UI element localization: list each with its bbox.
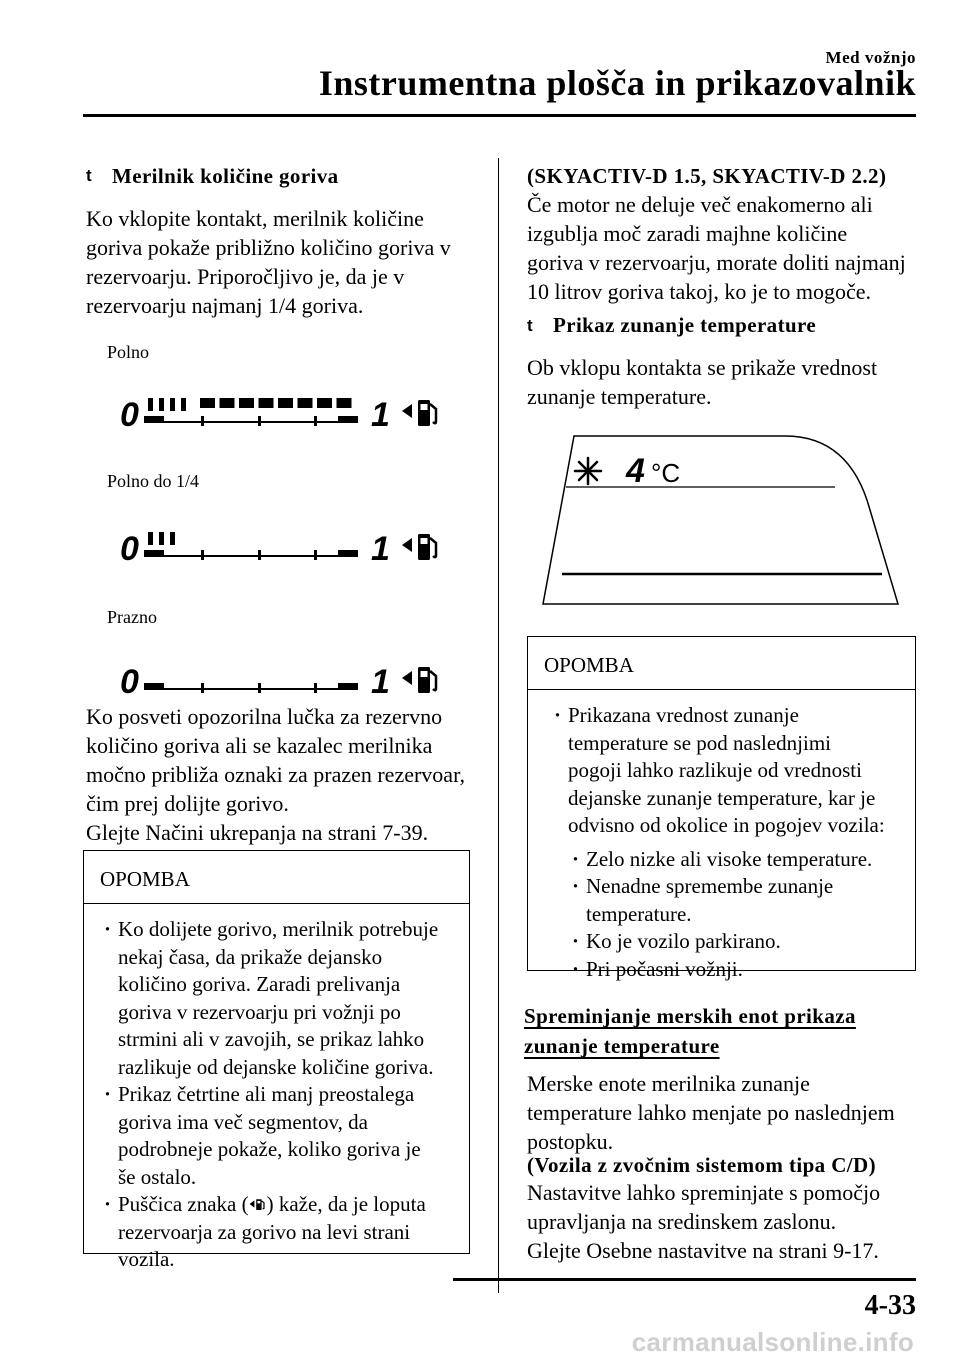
fuel-heading: Merilnik količine goriva (112, 164, 339, 188)
footer-rule (453, 1278, 916, 1281)
watermark: carmanualsonline.info (631, 1327, 914, 1357)
gauge-min-label: 0 (120, 396, 139, 434)
snowflake-icon (575, 458, 601, 484)
section-bullet: t (86, 166, 92, 185)
gauge-segment (148, 398, 153, 411)
note-item: · Puščica znaka ( ) kaže, da je loputa rezervoarja za gorivo na levi strani vozila. (114, 1191, 459, 1274)
gauge-segment (337, 398, 352, 408)
temp-intro: Ob vklopu kontakta se prikaže vrednost zunanje temperature. (527, 355, 878, 409)
column-divider (498, 158, 499, 1293)
note-title: OPOMBA (84, 851, 469, 904)
temperature-unit: °C (651, 458, 681, 488)
temperature-value: 4 (626, 452, 645, 490)
gauge-segment (170, 398, 175, 411)
gauge-segment (159, 532, 164, 545)
fuel-pump-icon (402, 534, 436, 560)
gauge-min-label: 0 (120, 530, 139, 568)
skyactiv-heading: (SKYACTIV-D 1.5, SKYACTIV-D 2.2) (527, 164, 887, 188)
skyactiv-text: Če motor ne deluje več enakomerno ali izgublja moč zaradi majhne količine goriva v rezervoarju, morate doliti najmanj 10 litrov goriva takoj, ko je to mogoče. (527, 192, 906, 304)
gauge-max-label: 1 (371, 663, 390, 701)
temperature-display-illustration (530, 430, 910, 612)
units-text: Merske enote merilnika zunanje temperature lahko menjate po naslednjem postopku. (527, 1071, 895, 1154)
temp-heading: Prikaz zunanje temperature (553, 313, 817, 337)
note-item: · Prikaz četrtine ali manj preostalega goriva ima več segmentov, da podrobneje pokaže, koliko goriva je še ostalo. (114, 1081, 459, 1191)
fuel-pump-icon (402, 400, 436, 426)
gauge-segment (220, 398, 235, 408)
gauge-tick (258, 683, 261, 693)
fuel-pump-inline-icon (249, 1195, 267, 1213)
gauge-label-quarter: Polno do 1/4 (107, 471, 200, 491)
gauge-segment (278, 398, 293, 408)
fuel-gauge-quarter (118, 522, 468, 568)
gauge-label-empty: Prazno (107, 607, 157, 627)
gauge-segment (317, 398, 332, 408)
note-subitem: · Nenadne spremembe zunanje temperature. (582, 873, 905, 928)
gauge-tick (314, 416, 317, 426)
gauge-segment (181, 398, 186, 411)
header-rule (83, 114, 916, 117)
note-item: · Prikazana vrednost zunanje temperature se pod naslednjimi pogoji lahko razlikuje od vrednosti dejanske zunanje temperature, kar je odvisno od okolice in pogojev vozila: (564, 702, 905, 840)
gauge-segment (239, 398, 254, 408)
gauge-max-label: 1 (371, 530, 390, 568)
fuel-gauge-empty (118, 655, 468, 701)
gauge-segment (259, 398, 274, 408)
cd-heading: (Vozila z zvočnim sistemom tipa C/D) (527, 1153, 876, 1177)
warning-text: Ko posveti opozorilna lučka za rezervno količino goriva ali se kazalec merilnika močno približa oznaki za prazen rezervoar, čim prej dolijte gorivo. Glejte Načini ukrepanja na strani 7-39. (86, 704, 466, 845)
gauge-full-mark (338, 550, 358, 556)
fuel-intro: Ko vklopite kontakt, merilnik količine goriva pokaže približno količino goriva v rezervoarju. Priporočljivo je, da je v rezervoarju najmanj 1/4 goriva. (86, 206, 451, 318)
gauge-segment (148, 532, 153, 545)
gauge-full-mark (338, 683, 358, 689)
note-list (528, 690, 915, 983)
note-box-fuel (83, 850, 470, 1271)
gauge-tick (201, 550, 204, 560)
note-title: OPOMBA (528, 637, 915, 690)
fuel-gauge-full (118, 388, 468, 434)
gauge-label-full: Polno (107, 342, 150, 362)
note-list (84, 904, 469, 1274)
gauge-max-label: 1 (371, 396, 390, 434)
gauge-tick (201, 416, 204, 426)
gauge-segment (298, 398, 313, 408)
gauge-tick (258, 416, 261, 426)
gauge-segment (159, 398, 164, 411)
units-heading: Spreminjanje merskih enot prikaza zunanje temperature (524, 1004, 856, 1058)
gauge-tick (258, 550, 261, 560)
section-label: Med vožnjo (825, 48, 916, 67)
note-subitem: · Ko je vozilo parkirano. (582, 928, 905, 956)
note-item: · Ko dolijete gorivo, merilnik potrebuje nekaj časa, da prikaže dejansko količino goriva. Zaradi prelivanja goriva v rezervoarju pri vožnji po strmini ali v zavojih, se prikaz lahko razlikuje od dejanske količine goriva. (114, 916, 459, 1081)
chapter-title: Instrumentna plošča in prikazovalnik (318, 63, 916, 103)
fuel-pump-icon (402, 667, 436, 693)
gauge-full-mark (338, 416, 358, 422)
gauge-min-label: 0 (120, 663, 139, 701)
section-bullet: t (527, 316, 533, 335)
gauge-tick (314, 683, 317, 693)
note-subitem: · Zelo nizke ali visoke temperature. (582, 846, 905, 874)
gauge-segment (170, 532, 175, 545)
page-number: 4-33 (864, 1290, 916, 1321)
note-box-temperature (527, 636, 916, 981)
gauge-segment (200, 398, 215, 408)
note-subitem: · Pri počasni vožnji. (582, 956, 905, 984)
cd-text: Nastavitve lahko spreminjate s pomočjo upravljanja na sredinskem zaslonu. Glejte Osebne nastavitve na strani 9-17. (527, 1180, 881, 1263)
gauge-tick (201, 683, 204, 693)
gauge-tick (314, 550, 317, 560)
